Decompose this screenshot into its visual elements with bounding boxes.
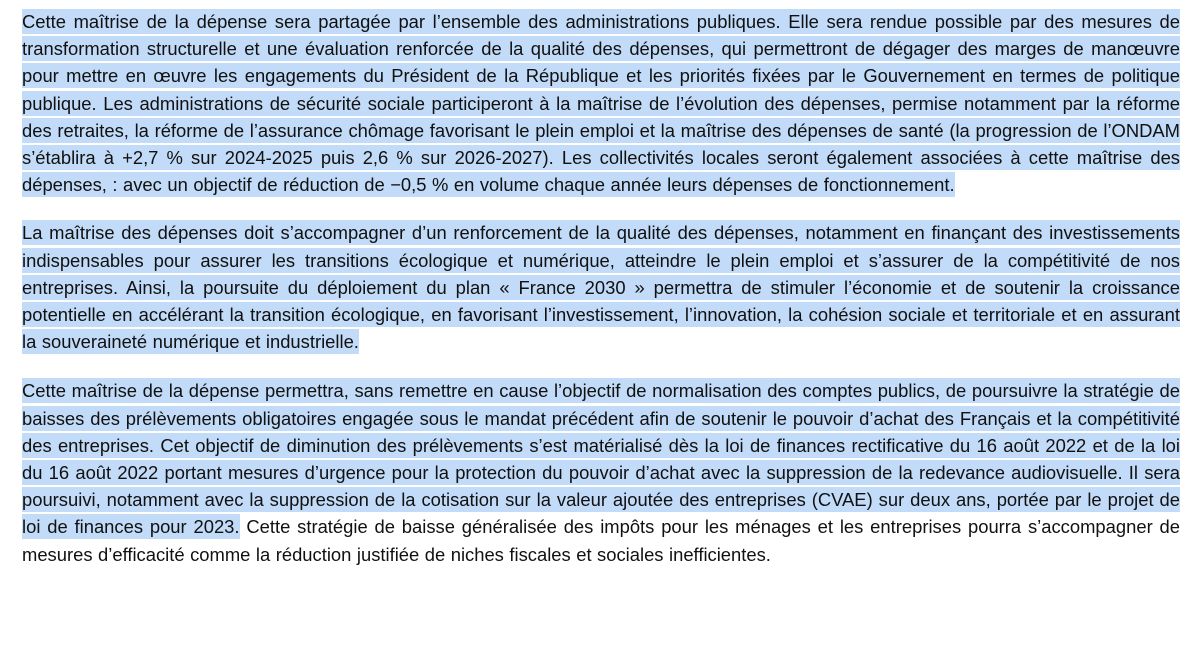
unhighlighted-text[interactable]: Cette stratégie de baisse généralisée des impôts pour les ménages et les entreprises pourra s’accompagner de mesures d’efficacité comme la réduction justifiée de niches fiscales et sociales inefficientes. xyxy=(22,516,1180,565)
paragraph-2 xyxy=(22,219,1180,355)
paragraph-1 xyxy=(22,8,1180,198)
highlighted-text[interactable]: La maîtrise des dépenses doit s’accompagner d’un renforcement de la qualité des dépenses, notamment en finançant des investissements indispensables pour assurer les transitions écologique et numérique, atteindre le plein emploi et s’assurer de la compétitivité de nos entreprises. Ainsi, la poursuite du déploiement du plan « France 2030 » permettra de stimuler l’économie et de soutenir la croissance potentielle en accélérant la transition écologique, en favorisant l’investissement, l’innovation, la cohésion sociale et territoriale et en assurant la souveraineté numérique et industrielle. xyxy=(22,222,1180,353)
highlighted-text[interactable]: Cette maîtrise de la dépense permettra, sans remettre en cause l’objectif de normalisation des comptes publics, de poursuivre la stratégie de baisses des prélèvements obligatoires engagée sous le mandat précédent afin de soutenir le pouvoir d’achat des Français et la compétitivité des entreprises. Cet objectif de diminution des prélèvements s’est matérialisé dès la loi de finances rectificative du 16 août 2022 et de la loi du 16 août 2022 portant mesures d’urgence pour la protection du pouvoir d’achat avec la suppression de la redevance audiovisuelle. Il sera poursuivi, notamment avec la suppression de la cotisation sur la valeur ajoutée des entreprises (CVAE) sur deux ans, portée par le projet de loi de finances pour 2023. xyxy=(22,380,1180,538)
document-body xyxy=(22,8,1180,568)
paragraph-3 xyxy=(22,377,1180,567)
highlighted-text[interactable]: Cette maîtrise de la dépense sera partagée par l’ensemble des administrations publiques. Elle sera rendue possible par des mesures de transformation structurelle et une évaluation renforcée de la qualité des dépenses, qui permettront de dégager des marges de manœuvre pour mettre en œuvre les engagements du Président de la République et les priorités fixées par le Gouvernement en termes de politique publique. Les administrations de sécurité sociale participeront à la maîtrise de l’évolution des dépenses, permise notamment par la réforme des retraites, la réforme de l’assurance chômage favorisant le plein emploi et la maîtrise des dépenses de santé (la progression de l’ONDAM s’établira à +2,7 % sur 2024-2025 puis 2,6 % sur 2026-2027). Les collectivités locales seront également associées à cette maîtrise des dépenses, : avec un objectif de réduction de −0,5 % en volume chaque année leurs dépenses de fonctionnement. xyxy=(22,11,1180,196)
